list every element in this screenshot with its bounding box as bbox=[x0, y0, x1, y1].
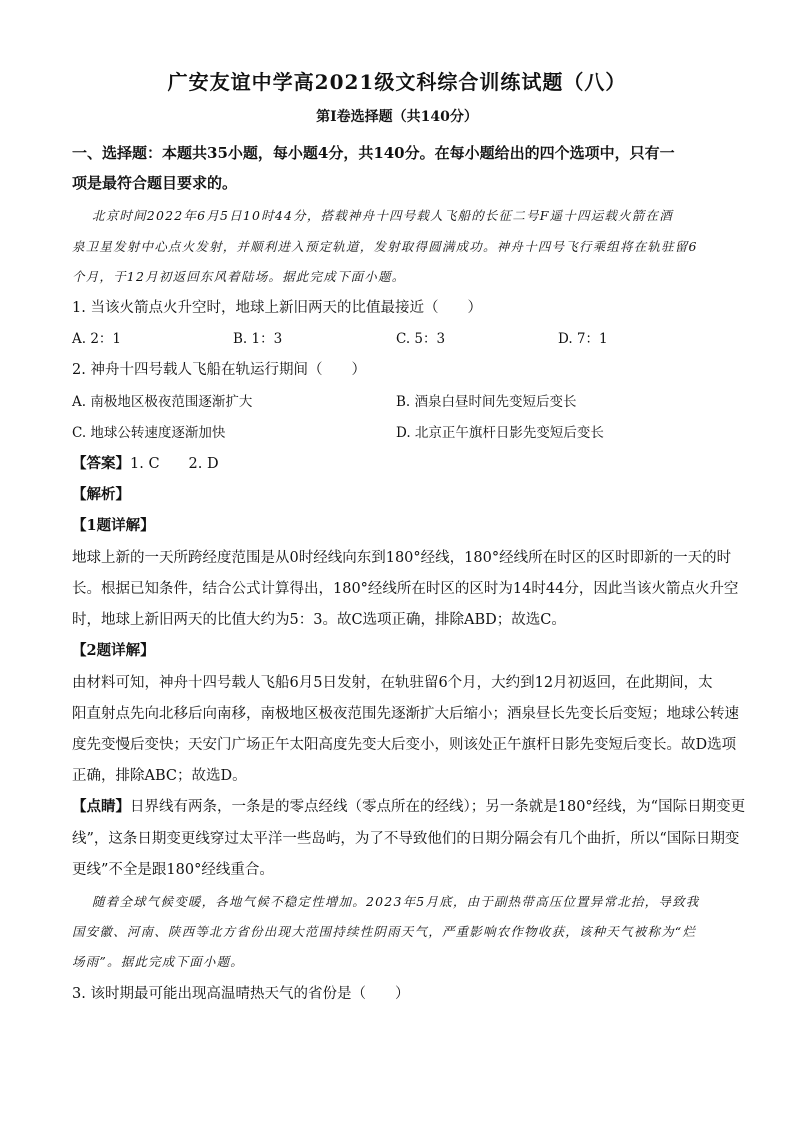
q1-option-b: B. 1：3 bbox=[233, 331, 283, 347]
comment-line1 bbox=[72, 795, 746, 816]
detail1-line1: 地球上新的一天所跨经度范围是从0时经线向东到180°经线，180°经线所在时区的区时即新的一天的时 bbox=[72, 550, 732, 566]
comment-line2: 线”，这条日期变更线穿过太平洋一些岛屿，为了不导致他们的日期分隔会有几个曲折，所以“国际日期变 bbox=[72, 831, 740, 847]
detail1-label-text: 【1题详解】 bbox=[72, 517, 155, 534]
detail1-line2: 长。根据已知条件，结合公式计算得出，180°经线所在时区的区时为14时44分，因此当该火箭点火升空 bbox=[72, 581, 739, 597]
detail2-line3: 度先变慢后变快；天安门广场正午太阳高度先变大后变小，则该处正午旗杆日影先变短后变长。故D选项 bbox=[72, 737, 737, 753]
q2-option-c: C. 地球公转速度逐渐加快 bbox=[72, 425, 226, 441]
q1-option-c: C. 5：3 bbox=[396, 331, 446, 347]
section-heading-line1: 一、选择题：本题共35小题，每小题4分，共140分。在每小题给出的四个选项中，只有一 bbox=[72, 144, 675, 162]
answer-text: 1. C 2. D bbox=[130, 456, 219, 472]
q1-option-a: A. 2：1 bbox=[72, 331, 122, 347]
q2-option-a: A. 南极地区极夜范围逐渐扩大 bbox=[72, 394, 253, 410]
question-2-stem: 2. 神舟十四号载人飞船在轨运行期间（ ） bbox=[72, 362, 366, 378]
q2-option-d: D. 北京正午旗杆日影先变短后变长 bbox=[396, 425, 604, 441]
question-1-stem: 1. 当该火箭点火升空时，地球上新旧两天的比值最接近（ ） bbox=[72, 300, 482, 316]
detail2-label bbox=[72, 639, 732, 660]
comment-label: 【点睛】 bbox=[72, 798, 130, 815]
analysis-label bbox=[72, 483, 732, 504]
comment-text1: 日界线有两条，一条是的零点经线（零点所在的经线）；另一条就是180°经线，为“国际日期变更 bbox=[130, 799, 746, 815]
material1-line3: 个月，于12月初返回东风着陆场。据此完成下面小题。 bbox=[72, 269, 406, 284]
detail2-line1: 由材料可知，神舟十四号载人飞船6月5日发射，在轨驻留6个月，大约到12月初返回，在此期间，太 bbox=[72, 675, 713, 691]
answer-label: 【答案】 bbox=[72, 455, 130, 472]
material2-line1: 随着全球气候变暖，各地气候不稳定性增加。2023年5月底，由于副热带高压位置异常北抬，导致我 bbox=[92, 894, 700, 909]
question-3-stem: 3. 该时期最可能出现高温晴热天气的省份是（ ） bbox=[72, 986, 410, 1002]
q1-option-d: D. 7：1 bbox=[558, 331, 608, 347]
detail2-line2: 阳直射点先向北移后向南移，南极地区极夜范围先逐渐扩大后缩小；酒泉昼长先变长后变短；地球公转速 bbox=[72, 706, 739, 722]
detail1-line3: 时，地球上新旧两天的比值大约为5：3。故C选项正确，排除ABD；故选C。 bbox=[72, 612, 566, 628]
comment-line3: 更线”不全是跟180°经线重合。 bbox=[72, 862, 274, 878]
page-title: 广安友谊中学高2021级文科综合训练试题（八） bbox=[167, 70, 627, 94]
material1-line2: 泉卫星发射中心点火发射，并顺利进入预定轨道，发射取得圆满成功。神舟十四号飞行乘组将在轨驻留6 bbox=[72, 239, 698, 254]
detail2-label-text: 【2题详解】 bbox=[72, 642, 155, 659]
material2-line3: 场雨”。据此完成下面小题。 bbox=[72, 954, 244, 969]
analysis-label-text: 【解析】 bbox=[72, 486, 130, 503]
section-heading-line2: 项是最符合题目要求的。 bbox=[72, 174, 238, 192]
material1-line1: 北京时间2022年6月5日10时44分，搭载神舟十四号载人飞船的长征二号F遥十四运载火箭在酒 bbox=[92, 208, 673, 223]
detail2-line4: 正确，排除ABC；故选D。 bbox=[72, 768, 247, 784]
page-subtitle: 第Ⅰ卷选择题（共140分） bbox=[316, 109, 478, 125]
material2-line2: 国安徽、河南、陕西等北方省份出现大范围持续性阴雨天气，严重影响农作物收获，该种天气被称为“烂 bbox=[72, 924, 697, 939]
q2-option-b: B. 酒泉白昼时间先变短后变长 bbox=[396, 394, 577, 410]
answer-line bbox=[72, 452, 732, 473]
detail1-label bbox=[72, 514, 732, 535]
